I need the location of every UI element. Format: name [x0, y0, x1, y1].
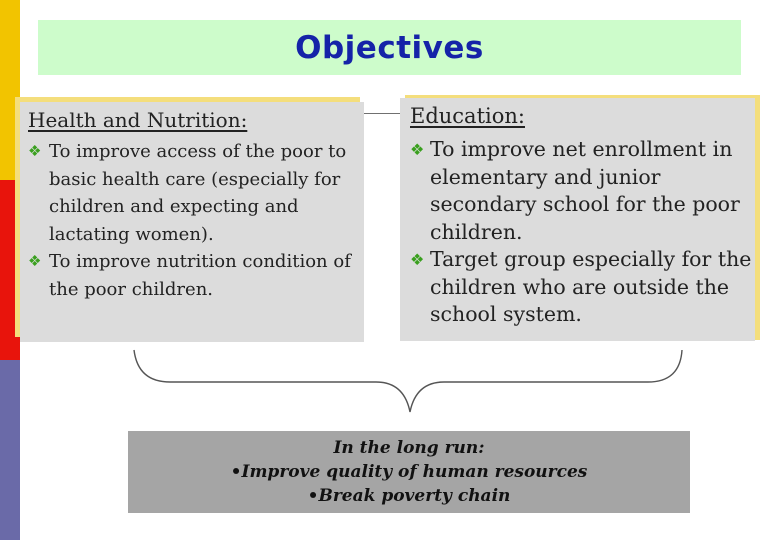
title-bar	[38, 20, 741, 75]
education-heading: Education:	[410, 104, 525, 128]
bullet-text: Target group especially for the children who are outside the school system.	[430, 247, 752, 326]
long-run-item: •Break poverty chain	[307, 486, 511, 506]
health-bullet	[28, 138, 362, 248]
long-run-heading: In the long run:	[333, 438, 485, 458]
health-box	[20, 102, 364, 342]
education-box	[400, 98, 755, 341]
long-run-item: •Improve quality of human resources	[230, 462, 588, 482]
diamond-cluster-icon: ❖	[410, 250, 425, 269]
bullet-text: To improve access of the poor to basic health care (especially for children and expecting and lactating women).	[49, 141, 347, 245]
curly-brace	[128, 340, 690, 432]
education-bullet-list	[410, 136, 752, 329]
health-bullet	[28, 248, 362, 303]
bullet-text: To improve net enrollment in elementary and junior secondary school for the poor children.	[430, 137, 740, 244]
slide-title: Objectives	[295, 29, 484, 66]
education-bullet	[410, 136, 752, 246]
diamond-cluster-icon: ❖	[28, 142, 42, 160]
connector-line	[364, 113, 400, 114]
diamond-cluster-icon: ❖	[410, 140, 425, 159]
education-bullet	[410, 246, 752, 329]
side-strip-blue	[0, 360, 20, 540]
health-heading: Health and Nutrition:	[28, 108, 248, 132]
long-run-box	[128, 431, 690, 513]
diamond-cluster-icon: ❖	[28, 252, 42, 270]
health-bullet-list	[28, 138, 362, 303]
bullet-text: To improve nutrition condition of the poor children.	[49, 251, 351, 300]
